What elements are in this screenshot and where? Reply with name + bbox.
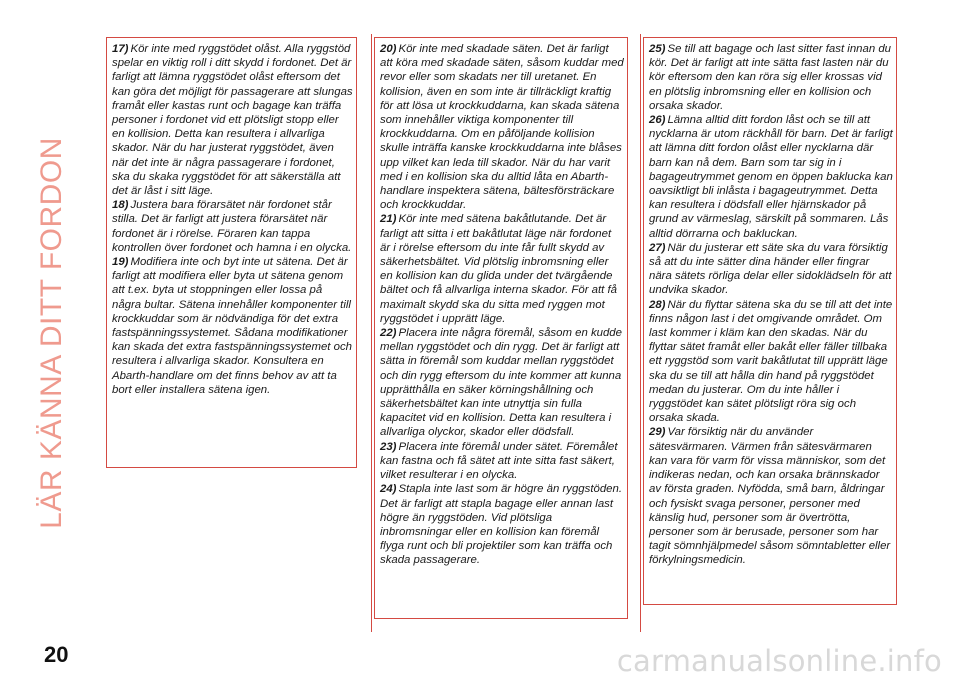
warning-text: Kör inte med sätena bakåtlutande. Det är farligt att sitta i ett bakåtlutat läge när fordonet är i rörelse eftersom du inte får fullt skydd av säkerhetsbältet. Vid plötslig inbromsning eller en kollision kan du glida under det tvärgående bältet och få allvarliga interna skador. För att få maximalt skydd ska du sitta med ryggen mot ryggstödet i upprätt läge.: [380, 213, 618, 325]
warning-number: 29): [649, 426, 666, 439]
warning-item: [649, 425, 893, 567]
warning-item: [649, 298, 893, 426]
warning-number: 28): [649, 298, 666, 311]
column-rule: [371, 34, 372, 632]
warning-item: [649, 241, 893, 298]
warning-item: [112, 255, 353, 397]
warning-text: När du flyttar sätena ska du se till att det inte finns någon last i det omgivande området. Om last kommer i kläm kan den skadas. När du flyttar sätet framåt eller bakåt eller fäller tillbaka ett ryggstöd som varit bakåtlutat till upprätt läge ska du se till att hålla din hand på ryggstödet medan du justerar. Om du inte håller i ryggstödet kan sätet plötsligt röra sig och orsaka skada.: [649, 298, 893, 425]
warning-text: Kör inte med skadade säten. Det är farligt att köra med skadade säten, såsom kuddar med revor eller som skadats ner till uretanet. En kollision, även en som inte är tillräckligt kraftig för att lösa ut krockkuddarna, kan skada sätena som innehåller viktiga komponenter till krockkuddarna. Om en påföljande kollision skulle inträffa kanske krockkuddarna inte blåses upp vilket kan leda till skador. När du har varit med i en kollision ska du alltid låta en Abarth-handlare inspektera sätena, bältesförsträckare och krockkuddar.: [380, 43, 624, 212]
warning-number: 25): [649, 43, 666, 55]
warning-box-1: [106, 37, 357, 468]
warning-text: Modifiera inte och byt inte ut sätena. Det är farligt att modifiera eller byta ut sätena genom att t.ex. byta ut stoppningen eller lossa på några bultar. Sätena innehåller komponenter till krockkuddar som är nödvändiga för det extra fastspänningssystemet. Sådana modifikationer kan skada det extra fastspänningssystemet och resultera i allvarliga skador. Konsultera en Abarth-handlare om det finns behov av att ta bort eller installera sätena igen.: [112, 256, 352, 396]
warning-item: [380, 482, 624, 567]
warning-item: [380, 440, 624, 483]
warning-text: Kör inte med ryggstödet olåst. Alla ryggstöd spelar en viktig roll i ditt skydd i fordonet. Det är farligt att lämna ryggstödet olåst eftersom det kan göra det möjligt för passagerare att slungas framåt eller kastas runt och bagage kan träffa personer i fordonet vid ett plötsligt stopp eller en kollision. Detta kan resultera i allvarliga skador. När du har justerat ryggstödet, även när det inte är några passagerare i fordonet, ska du skaka ryggstödet för att säkerställa att det är låst i sitt läge.: [112, 43, 353, 198]
warning-text: Placera inte föremål under sätet. Föremålet kan fastna och få sätet att inte sitta fast säkert, vilket resulterar i en olycka.: [380, 440, 618, 482]
warning-number: 17): [112, 43, 129, 55]
warning-text: Stapla inte last som är högre än ryggstöden. Det är farligt att stapla bagage eller annan last högre än ryggstöden. Vid plötsliga inbromsningar eller en kollision kan föremål flyga runt och bli projektiler som kan träffa och skada passagerare.: [380, 483, 622, 567]
warning-number: 20): [380, 43, 397, 55]
warning-text: Var försiktig när du använder sätesvärmaren. Värmen från sätesvärmaren kan vara för varm för vissa människor, som det indikeras nedan, och kan orsaka brännskador av första graden. Nyfödda, små barn, åldringar och fysiskt svaga personer, personer med känslig hud, personer som är övertrötta, personer som är berusade, personer som har tagit sömnhjälpmedel såsom sömntabletter eller förkylningsmedicin.: [649, 426, 891, 567]
warning-number: 23): [380, 440, 397, 453]
watermark: carmanualsonline.info: [616, 644, 942, 678]
warning-item: [380, 326, 624, 440]
warning-number: 18): [112, 199, 129, 212]
warning-box-2: [374, 37, 628, 619]
page-number: 20: [44, 642, 69, 667]
section-title: LÄR KÄNNA DITT FORDON: [35, 137, 68, 529]
warning-text: När du justerar ett säte ska du vara försiktig så att du inte sätter dina händer eller fingrar nära sätets rörliga delar eller sidoklädseln för att undvika skador.: [649, 241, 892, 297]
warning-number: 19): [112, 256, 129, 269]
warning-item: [112, 198, 353, 255]
warning-box-3: [643, 37, 897, 605]
warning-number: 27): [649, 241, 666, 254]
warning-item: [380, 42, 624, 212]
warning-text: Lämna alltid ditt fordon låst och se till att nycklarna är utom räckhåll för barn. Det är farligt att lämna ditt fordon olåst eller nycklarna där barn kan nå dem. Barn som tar sig in i bagageutrymmet genom en öppen baklucka kan oavsiktligt bli inlåsta i bagageutrymmet. Detta kan resultera i dödsfall eller hjärnskador på grund av värmeslag, särskilt på sommaren. Lås alltid dörrarna och bakluckan.: [649, 114, 893, 240]
warning-number: 22): [380, 327, 397, 340]
column-rule: [640, 34, 641, 632]
warning-item: [649, 113, 893, 241]
warning-number: 24): [380, 483, 397, 496]
warning-item: [112, 42, 353, 198]
warning-text: Se till att bagage och last sitter fast innan du kör. Det är farligt att inte sätta fast lasten när du kör eftersom den kan röra sig eller krossas vid en plötslig inbromsning eller en kollision och orsaka skador.: [649, 43, 891, 112]
warning-text: Justera bara förarsätet när fordonet står stilla. Det är farligt att justera förarsätet när fordonet är i rörelse. Föraren kan tappa kontrollen över fordonet och hamna i en olycka.: [112, 199, 352, 254]
warning-number: 26): [649, 114, 666, 127]
warning-item: [649, 42, 893, 113]
warning-number: 21): [380, 213, 397, 226]
warning-text: Placera inte några föremål, såsom en kudde mellan ryggstödet och din rygg. Det är farligt att sätta in föremål som kuddar mellan ryggstödet och din rygg eftersom du inte kommer att kunna upprätthålla en säker körningshållning och säkerhetsbältet kan inte utnyttja sin fulla kapacitet vid en kollision. Detta kan resultera i allvarliga olyckor, skador eller dödsfall.: [380, 327, 622, 439]
warning-item: [380, 212, 624, 326]
